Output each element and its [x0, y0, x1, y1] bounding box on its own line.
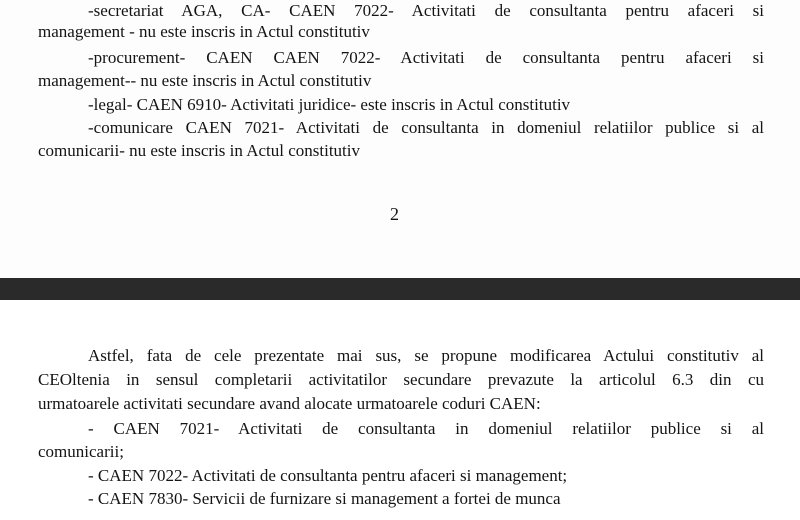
- text-line: -procurement- CAEN CAEN 7022- Activitati de consultanta pentru afaceri si: [88, 48, 764, 67]
- text-line: management - nu este inscris in Actul constitutiv: [38, 22, 370, 41]
- text-line: - CAEN 7021- Activitati de consultanta in domeniul relatiilor publice si al: [88, 419, 764, 438]
- text-line: - CAEN 7830- Servicii de furnizare si management a fortei de munca: [88, 489, 561, 508]
- text-line: comunicarii- nu este inscris in Actul constitutiv: [38, 141, 360, 160]
- text-line: management-- nu este inscris in Actul constitutiv: [38, 71, 372, 90]
- text-line: -secretariat AGA, CA- CAEN 7022- Activitati de consultanta pentru afaceri si: [88, 1, 764, 20]
- text-line: Astfel, fata de cele prezentate mai sus, se propune modificarea Actului constitutiv al: [88, 346, 764, 365]
- document-page-bottom: [0, 300, 800, 520]
- page-separator: [0, 278, 800, 300]
- text-line: urmatoarele activitati secundare avand alocate urmatoarele coduri CAEN:: [38, 394, 541, 413]
- text-line: - CAEN 7022- Activitati de consultanta pentru afaceri si management;: [88, 466, 568, 485]
- text-line: -comunicare CAEN 7021- Activitati de consultanta in domeniul relatiilor publice si al: [88, 118, 764, 137]
- text-line: -legal- CAEN 6910- Activitati juridice- este inscris in Actul constitutiv: [88, 95, 571, 114]
- text-line: CEOltenia in sensul completarii activitatilor secundare prevazute la articolul 6.3 din cu: [38, 370, 764, 389]
- text-line: comunicarii;: [38, 442, 124, 461]
- page-number: 2: [390, 204, 399, 224]
